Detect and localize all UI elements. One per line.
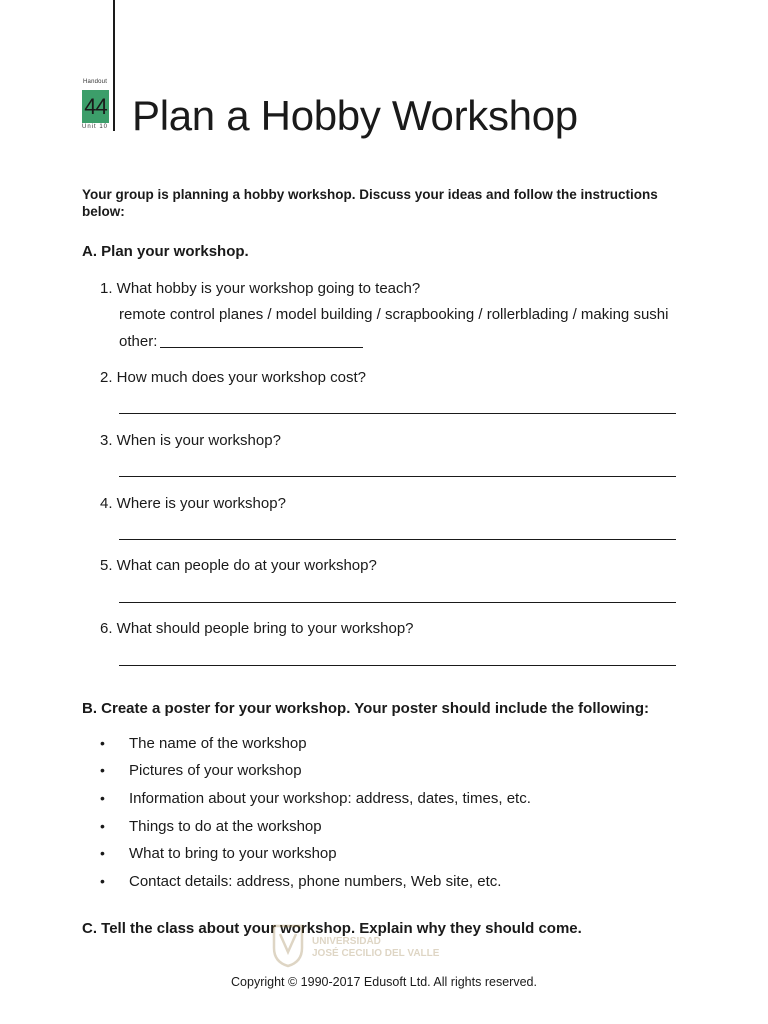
- intro-instructions: Your group is planning a hobby workshop. Discuss your ideas and follow the instructions below:: [82, 187, 658, 219]
- section-b-heading: B. Create a poster for your workshop. Your poster should include the following:: [82, 700, 649, 717]
- bullet-icon: •: [100, 790, 105, 806]
- university-watermark: [270, 918, 440, 974]
- question-5: 5. What can people do at your workshop?: [100, 557, 377, 574]
- list-item: • Pictures of your workshop: [100, 762, 302, 779]
- copyright-footer: Copyright © 1990-2017 Edusoft Ltd. All rights reserved.: [231, 975, 537, 989]
- list-item: • The name of the workshop: [100, 735, 307, 752]
- question-6: 6. What should people bring to your workshop?: [100, 620, 414, 637]
- unit-label: Unit 10: [82, 124, 109, 130]
- list-item: • What to bring to your workshop: [100, 845, 337, 862]
- question-4: 4. Where is your workshop?: [100, 495, 286, 512]
- watermark-text: UNIVERSIDAD JOSÉ CECILIO DEL VALLE: [312, 936, 440, 959]
- bullet-icon: •: [100, 818, 105, 834]
- header-vertical-rule: [113, 0, 115, 131]
- bullet-icon: •: [100, 873, 105, 889]
- university-crest-icon: [270, 922, 306, 968]
- answer-line-5[interactable]: [119, 602, 676, 603]
- list-item: • Contact details: address, phone numbers, Web site, etc.: [100, 873, 502, 890]
- answer-line-3[interactable]: [119, 476, 676, 477]
- list-item: • Things to do at the workshop: [100, 818, 322, 835]
- other-answer-line[interactable]: [160, 346, 363, 348]
- section-c-heading: C. Tell the class about your workshop. Explain why they should come.: [82, 920, 582, 937]
- handout-label: Handout: [83, 79, 108, 85]
- answer-line-4[interactable]: [119, 539, 676, 540]
- bullet-icon: •: [100, 845, 105, 861]
- hobby-options: remote control planes / model building / scrapbooking / rollerblading / making sushi: [119, 306, 669, 323]
- bullet-icon: •: [100, 762, 105, 778]
- question-3: 3. When is your workshop?: [100, 432, 281, 449]
- bullet-icon: •: [100, 735, 105, 751]
- list-item: • Information about your workshop: address, dates, times, etc.: [100, 790, 531, 807]
- question-1: 1. What hobby is your workshop going to teach?: [100, 280, 421, 297]
- handout-number-badge: 44: [82, 90, 109, 123]
- section-a-heading: A. Plan your workshop.: [82, 243, 249, 260]
- answer-line-2[interactable]: [119, 413, 676, 414]
- other-label: other:: [119, 333, 158, 350]
- question-2: 2. How much does your workshop cost?: [100, 369, 366, 386]
- page-title: Plan a Hobby Workshop: [132, 92, 578, 139]
- answer-line-6[interactable]: [119, 665, 676, 666]
- other-hobby-row: [119, 333, 363, 350]
